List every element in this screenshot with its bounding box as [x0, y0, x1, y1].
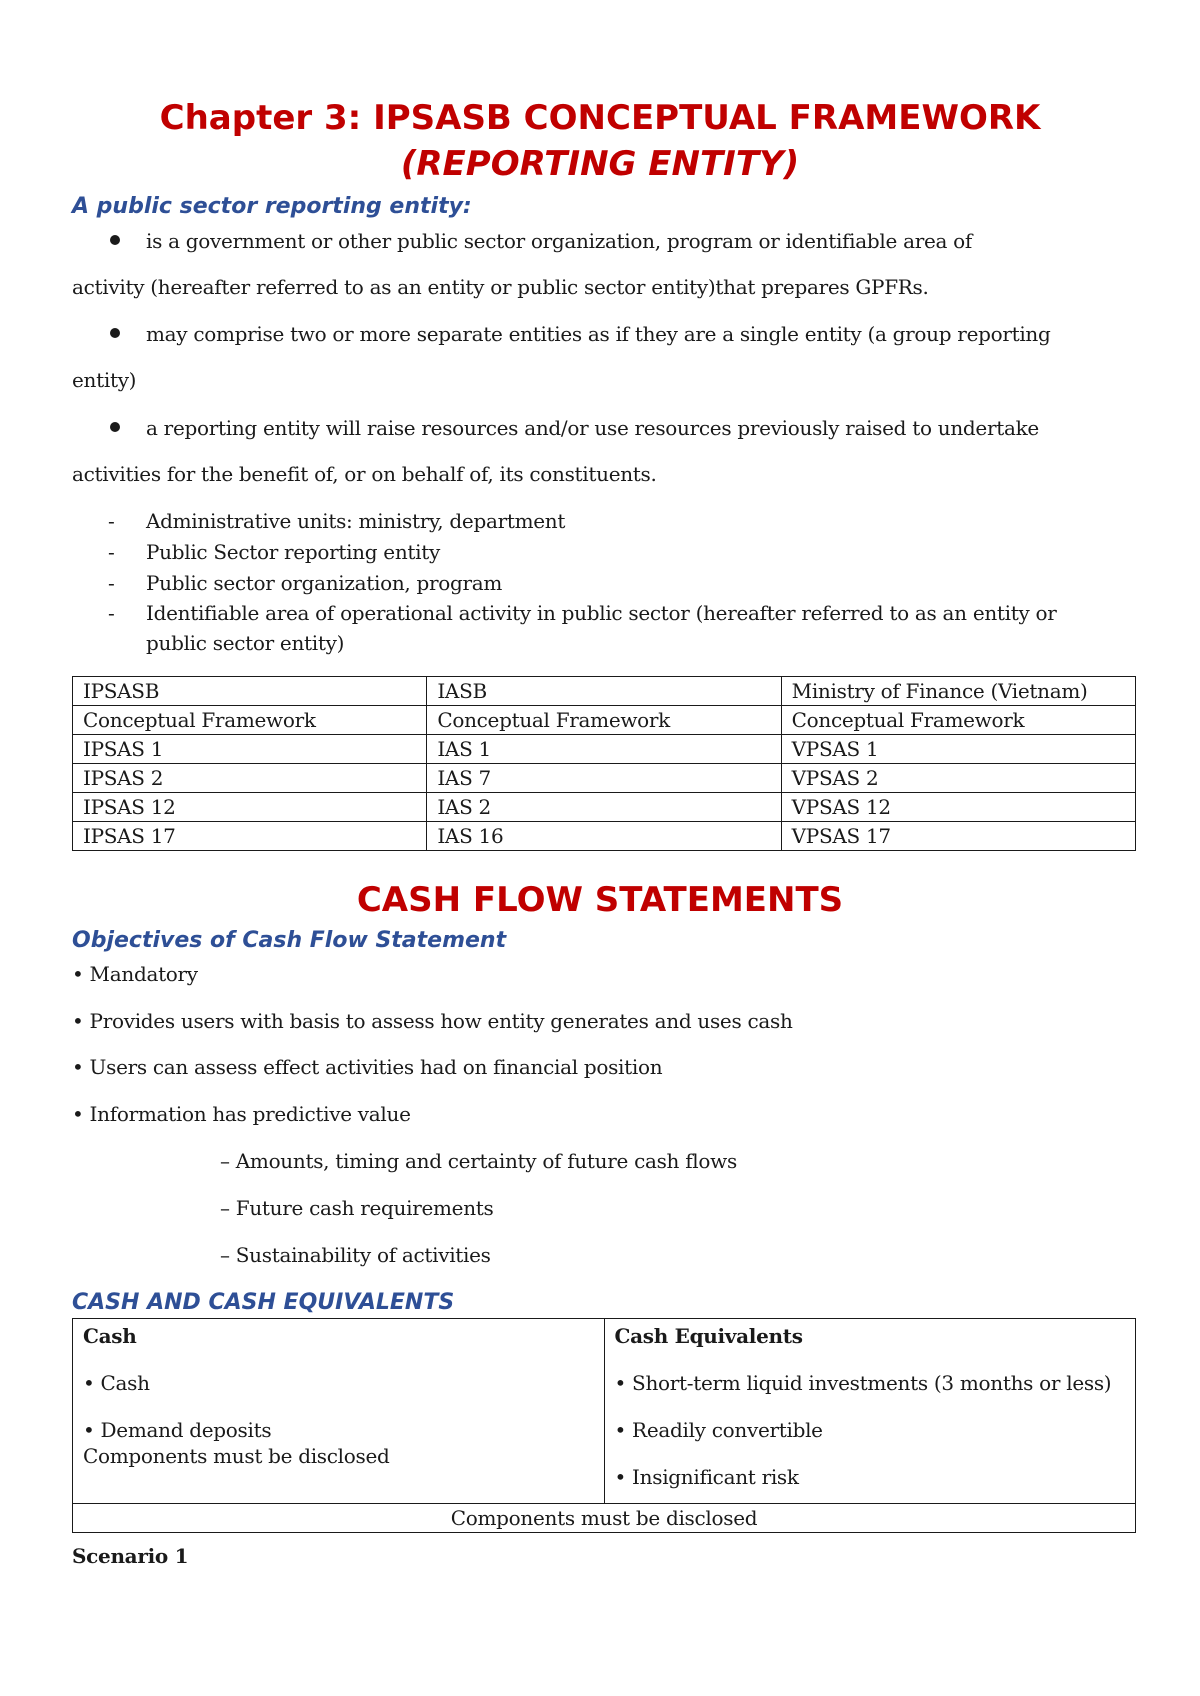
table-row — [73, 706, 1136, 735]
table-cell: IAS 1 — [427, 735, 781, 764]
cash-equivalents-table — [72, 1318, 1136, 1533]
objective-item: • Mandatory — [72, 962, 198, 986]
dash-marker: - — [108, 540, 115, 564]
bullet-dot-icon — [110, 328, 120, 338]
table-cell: VPSAS 17 — [781, 822, 1135, 851]
cash-equivalents-header: Cash Equivalents — [614, 1324, 803, 1348]
cash-equivalents-heading: CASH AND CASH EQUIVALENTS — [72, 1290, 455, 1315]
bullet-3-line-1: a reporting entity will raise resources and/or use resources previously raised to undertake — [146, 416, 1039, 440]
bullet-1-line-2: activity (hereafter referred to as an entity or public sector entity)that prepares GPFRs. — [72, 275, 929, 299]
bullet-3-line-2: activities for the benefit of, or on behalf of, its constituents. — [72, 462, 657, 486]
bullet-1-line-1: is a government or other public sector organization, program or identifiable area of — [146, 229, 973, 253]
reporting-entity-heading: A public sector reporting entity: — [72, 194, 472, 219]
cash-footer: Components must be disclosed — [73, 1504, 1136, 1533]
table-cell: IASB — [427, 677, 781, 706]
table-cell: Conceptual Framework — [781, 706, 1135, 735]
table-cell: IAS 7 — [427, 764, 781, 793]
table-cell: IPSAS 12 — [73, 793, 427, 822]
cash-equivalents-item: • Short-term liquid investments (3 months or less) — [614, 1371, 1112, 1395]
table-cell: VPSAS 1 — [781, 735, 1135, 764]
table-cell: IPSASB — [73, 677, 427, 706]
table-cell: IAS 2 — [427, 793, 781, 822]
table-cell: VPSAS 12 — [781, 793, 1135, 822]
dash-marker: - — [108, 509, 115, 533]
dash-item: Identifiable area of operational activity in public sector (hereafter referred to as an entity or — [146, 601, 1057, 625]
bullet-2-line-1: may comprise two or more separate entities as if they are a single entity (a group reporting — [146, 322, 1051, 346]
table-row — [73, 1319, 1136, 1504]
table-row — [73, 677, 1136, 706]
table-cell: Ministry of Finance (Vietnam) — [781, 677, 1135, 706]
dash-item: Public Sector reporting entity — [146, 540, 440, 564]
dash-item: Public sector organization, program — [146, 571, 503, 595]
table-cell: VPSAS 2 — [781, 764, 1135, 793]
table-cell: Conceptual Framework — [73, 706, 427, 735]
bullet-2-line-2: entity) — [72, 368, 137, 392]
table-row — [73, 793, 1136, 822]
scenario-label: Scenario 1 — [72, 1544, 189, 1568]
cash-header: Cash — [83, 1324, 137, 1348]
table-cell: IAS 16 — [427, 822, 781, 851]
dash-marker: - — [108, 601, 115, 625]
table-row — [73, 764, 1136, 793]
objective-item: • Provides users with basis to assess how entity generates and uses cash — [72, 1009, 793, 1033]
objective-item: • Information has predictive value — [72, 1102, 411, 1126]
standards-table — [72, 676, 1136, 851]
dash-item: Administrative units: ministry, department — [146, 509, 566, 533]
chapter-title: Chapter 3: IPSASB CONCEPTUAL FRAMEWORK — [159, 98, 1041, 138]
sub-objective-item: – Future cash requirements — [220, 1196, 494, 1220]
bullet-dot-icon — [110, 422, 120, 432]
objectives-heading: Objectives of Cash Flow Statement — [72, 928, 507, 953]
cash-equivalents-item: • Insignificant risk — [614, 1465, 799, 1489]
bullet-dot-icon — [110, 235, 120, 245]
cash-equivalents-column — [604, 1319, 1136, 1504]
cash-note: Components must be disclosed — [83, 1444, 390, 1468]
cash-item: • Cash — [83, 1371, 150, 1395]
chapter-subtitle: (REPORTING ENTITY) — [400, 144, 800, 184]
cash-column — [73, 1319, 605, 1504]
cash-equivalents-item: • Readily convertible — [614, 1418, 823, 1442]
table-cell: IPSAS 2 — [73, 764, 427, 793]
cash-flow-title: CASH FLOW STATEMENTS — [356, 880, 844, 920]
dash-marker: - — [108, 571, 115, 595]
table-cell: IPSAS 17 — [73, 822, 427, 851]
table-cell: Conceptual Framework — [427, 706, 781, 735]
sub-objective-item: – Sustainability of activities — [220, 1243, 491, 1267]
sub-objective-item: – Amounts, timing and certainty of future cash flows — [220, 1149, 737, 1173]
dash-item-continuation: public sector entity) — [146, 631, 345, 655]
cash-item: • Demand deposits — [83, 1418, 272, 1442]
objective-item: • Users can assess effect activities had on financial position — [72, 1055, 663, 1079]
table-row — [73, 1504, 1136, 1533]
table-row — [73, 822, 1136, 851]
table-row — [73, 735, 1136, 764]
table-cell: IPSAS 1 — [73, 735, 427, 764]
